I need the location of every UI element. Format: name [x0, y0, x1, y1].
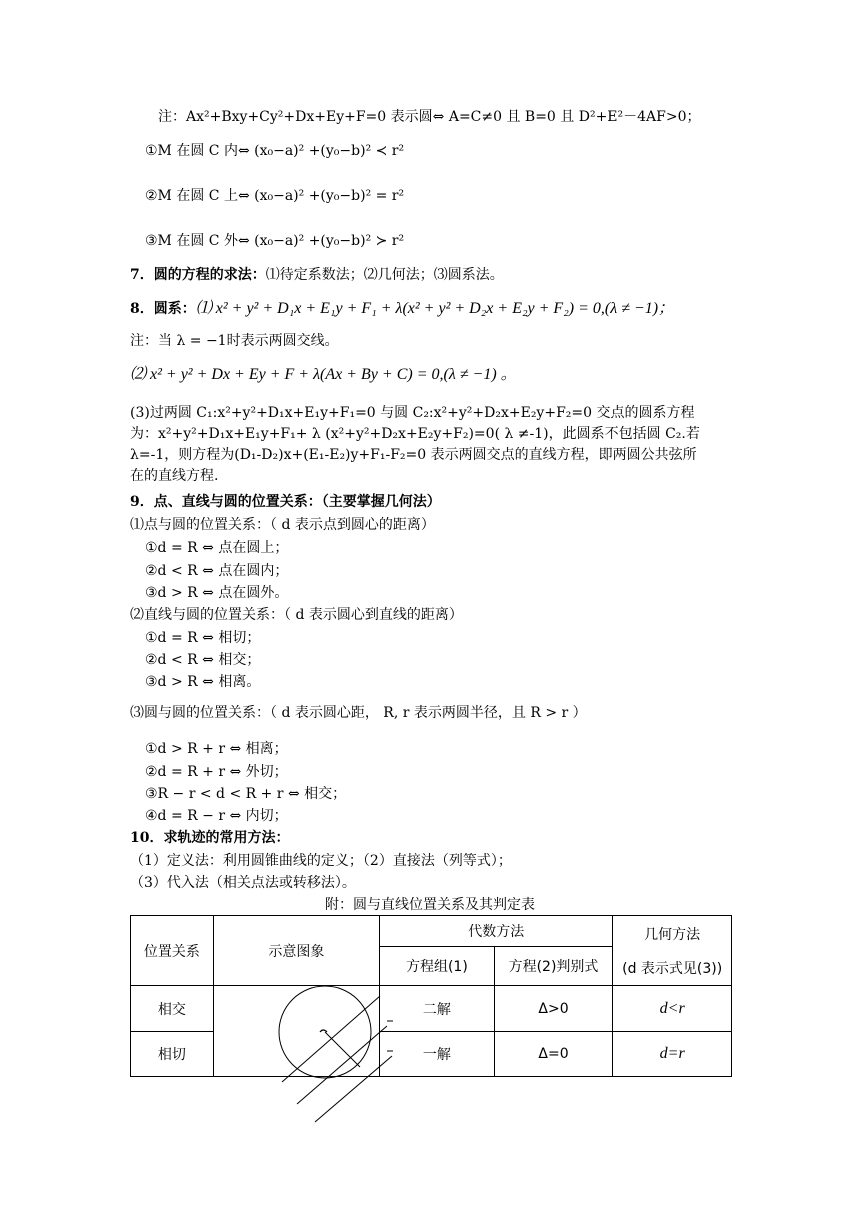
circle-circle-case-4: ④d = R − r ⇔ 内切；: [145, 808, 288, 824]
row1-geometry: d<r: [613, 986, 732, 1032]
row2-geometry: d=r: [613, 1032, 732, 1077]
header-eqgroup: 方程组(1): [380, 947, 495, 986]
row1-relation: 相交: [131, 986, 214, 1032]
note-circle-condition: 注：Ax²+Bxy+Cy²+Dx+Ey+F=0 表示圆⇔ A=C≠0 且 B=0 且 D²+E²－4AF>0；: [158, 109, 701, 125]
circle-circle-case-2: ②d = R + r ⇔ 外切；: [145, 764, 288, 780]
circle-circle-relation-title: ⑶圆与圆的位置关系：（ d 表示圆心距， R, r 表示两圆半径，且 R > r ）: [130, 705, 587, 721]
section-7-heading: 7．圆的方程的求法：: [130, 267, 266, 283]
row2-discriminant: Δ=0: [494, 1032, 613, 1077]
figure-cell: [213, 986, 379, 1077]
point-inside-circle: ①M 在圆 C 内⇔ (x₀−a)² +(y₀−b)² ≺ r²: [145, 143, 405, 159]
row1-discriminant: Δ>0: [494, 986, 613, 1032]
relation-table: [130, 915, 732, 1077]
circle-circle-case-1: ①d > R + r ⇔ 相离；: [145, 741, 288, 757]
section-10-heading: 10．求轨迹的常用方法：: [130, 830, 290, 846]
header-relation: 位置关系: [131, 916, 214, 986]
point-circle-relation-title: ⑴点与圆的位置关系：（ d 表示点到圆心的距离）: [130, 517, 435, 533]
row1-eqgroup: 二解: [380, 986, 495, 1032]
line-circle-case-3: ③d > R ⇔ 相离。: [145, 674, 261, 690]
point-circle-case-1: ①d = R ⇔ 点在圆上；: [145, 540, 289, 556]
point-outside-circle: ③M 在圆 C 外⇔ (x₀−a)² +(y₀−b)² ≻ r²: [145, 233, 405, 249]
circle-family-equation-1: ⑴ x² + y² + D₁x + E₁y + F₁ + λ(x² + y² + D₂x + E₂y + F₂) = 0,(λ ≠ −1)；: [195, 300, 675, 317]
line-circle-case-1: ①d = R ⇔ 相切；: [145, 630, 261, 646]
table-row: [131, 986, 732, 1032]
note-lambda: 注：当 λ = −1时表示两圆交线。: [130, 333, 339, 349]
circle-lines-figure: [214, 986, 380, 1106]
header-discriminant: 方程(2)判别式: [494, 947, 613, 986]
paragraph-two-circle-family: (3)过两圆 C₁:x²+y²+D₁x+E₁y+F₁=0 与圆 C₂:x²+y²+D₂x+E₂y+F₂=0 交点的圆系方程为：x²+y²+D₁x+E₁y+F₁+ λ (x²+y²+D₂x+E₂y+F₂)=0( λ ≠-1)，此圆系不包括圆 C₂.若 λ=-1，则方程为(D₁-D₂)x+(E₁-E₂)y+F₁-F₂=0 表示两圆交点的直线方程，即两圆公共弦所在的直线方程.: [130, 405, 700, 484]
point-circle-case-2: ②d < R ⇔ 点在圆内；: [145, 563, 289, 579]
line-circle-relation-title: ⑵直线与圆的位置关系：（ d 表示圆心到直线的距离）: [130, 607, 463, 623]
section-7-body: ⑴待定系数法；⑵几何法；⑶圆系法。: [265, 267, 504, 283]
section-10-line-1: （1）定义法：利用圆锥曲线的定义；（2）直接法（列等式）；: [130, 853, 512, 869]
section-7: [130, 266, 504, 284]
circle-family-equation-2: ⑵ x² + y² + Dx + Ey + F + λ(Ax + By + C) = 0,(λ ≠ −1) 。: [130, 366, 517, 383]
circle-circle-case-3: ③R − r < d < R + r ⇔ 相交；: [145, 786, 347, 802]
line-circle-case-2: ②d < R ⇔ 相交；: [145, 652, 261, 668]
point-circle-case-3: ③d > R ⇔ 点在圆外。: [145, 585, 289, 601]
row2-eqgroup: 一解: [380, 1032, 495, 1077]
row2-relation: 相切: [131, 1032, 214, 1077]
header-geometry-title: 几何方法: [644, 926, 701, 943]
header-algebra: 代数方法: [380, 916, 613, 947]
section-8-heading: 8．圆系：: [130, 301, 196, 317]
section-8: [130, 299, 674, 318]
header-figure: 示意图象: [213, 916, 379, 986]
section-10-line-2: （3）代入法（相关点法或转移法）。: [130, 875, 356, 891]
header-geometry-note: (d 表示式见(3)): [622, 960, 723, 977]
header-geometry: [613, 916, 732, 986]
table-caption: 附：圆与直线位置关系及其判定表: [325, 897, 535, 913]
point-on-circle: ②M 在圆 C 上⇔ (x₀−a)² +(y₀−b)² = r²: [145, 188, 405, 204]
section-9-heading: 9．点、直线与圆的位置关系：（主要掌握几何法）: [130, 494, 441, 510]
